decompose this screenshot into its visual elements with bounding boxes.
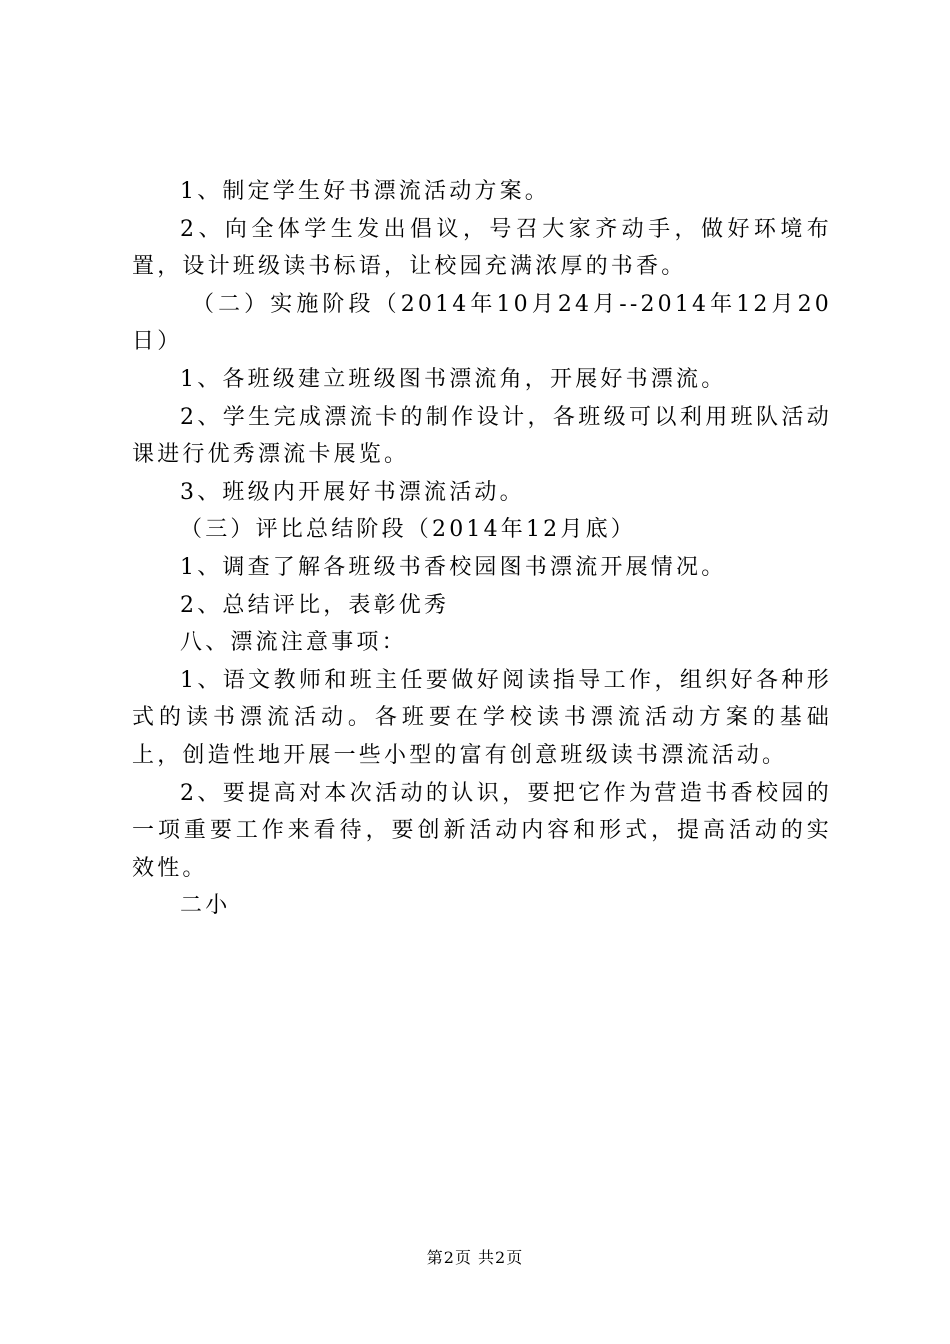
page-footer: 第2页 共2页 [426,1248,524,1267]
paragraph-7: 2、总结评比，表彰优秀 [180,592,450,618]
paragraph-1: 1、制定学生好书漂流活动方案。 [180,179,550,204]
section-heading-evaluation: （三）评比总结阶段（2014年12月底） [180,517,636,543]
paragraph-3: 1、各班级建立班级图书漂流角，开展好书漂流。 [180,366,727,392]
paragraph-5: 3、班级内开展好书漂流活动。 [180,479,525,505]
paragraph-6: 1、调查了解各班级书香校园图书漂流开展情况。 [180,554,727,580]
paragraph-9: 2、要提高对本次活动的认识，要把它作为营造书香校园的一项重要工作来看待，要创新活动内容和形式，提高活动的实效性。 [132,780,832,881]
paragraph-2: 2、向全体学生发出倡议，号召大家齐动手，做好环境布置，设计班级读书标语，让校园充满浓厚的书香。 [132,216,832,280]
section-heading-implementation: （二）实施阶段（2014年10月24月--2014年12月20日） [132,291,832,355]
paragraph-4: 2、学生完成漂流卡的制作设计，各班级可以利用班队活动课进行优秀漂流卡展览。 [132,404,832,468]
document-body [132,173,832,925]
section-heading-notes: 八、漂流注意事项： [180,630,407,656]
paragraph-8: 1、语文教师和班主任要做好阅读指导工作，组织好各种形式的读书漂流活动。各班要在学校读书漂流活动方案的基础上，创造性地开展一些小型的富有创意班级读书漂流活动。 [132,667,832,768]
signature: 二小 [180,893,231,919]
